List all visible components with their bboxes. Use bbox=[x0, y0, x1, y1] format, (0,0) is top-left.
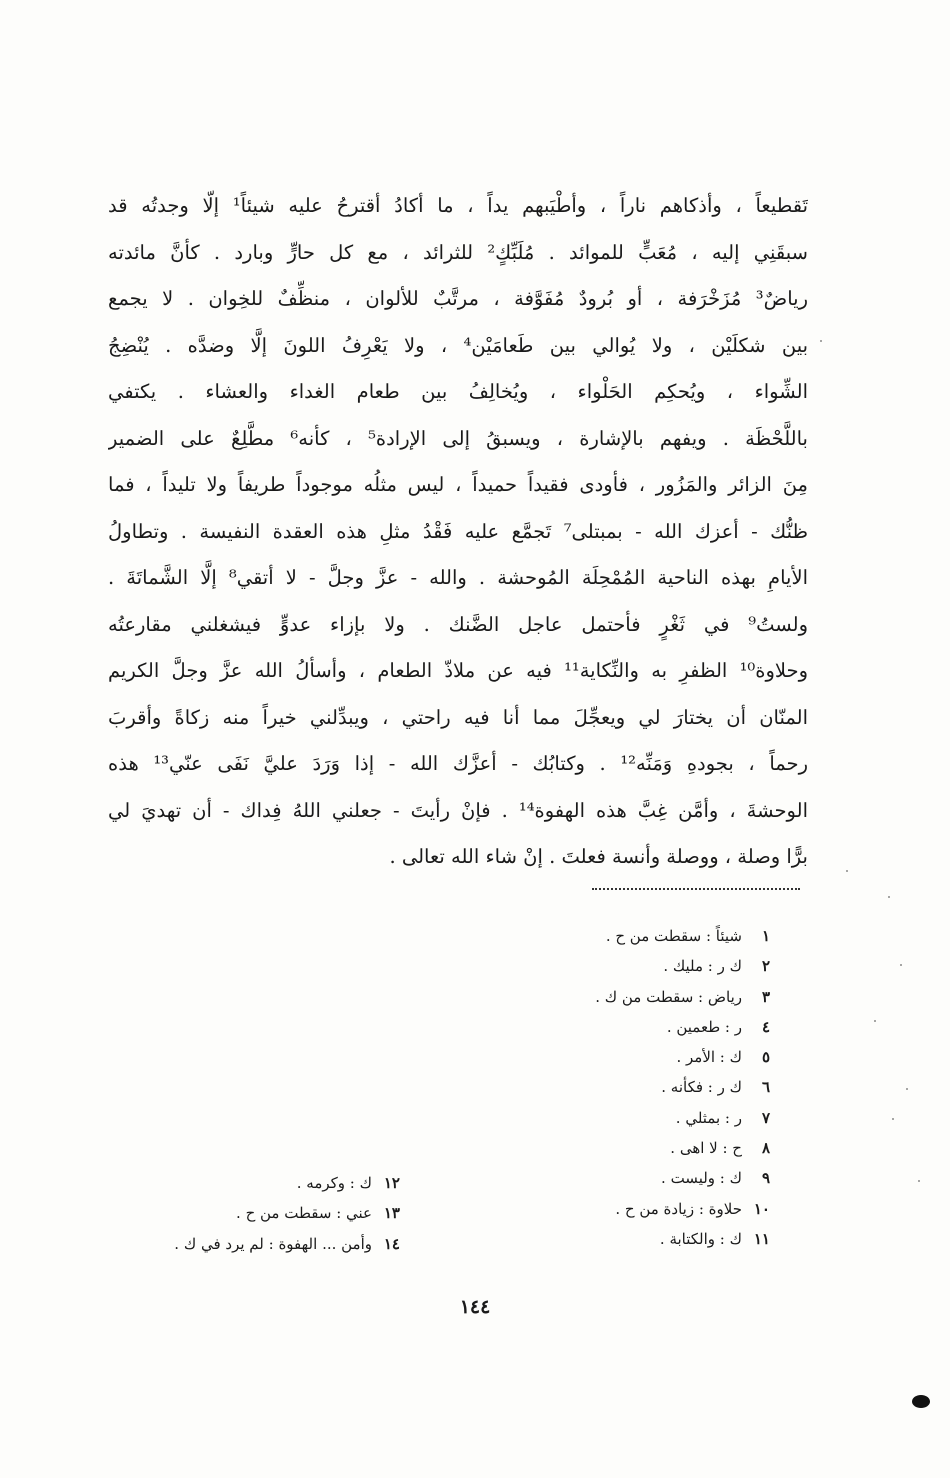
body-line: برًّا وصلة ، ووصلة وأنسة فعلتَ . إنْ شاء الله تعالى . bbox=[389, 845, 808, 868]
body-line: الشِّواء ، ويُحكِم الحَلْواء ، ويُخالِفُ بين طعام الغداء والعشاء . يكتفي bbox=[108, 380, 808, 403]
footnote-text: ر : طعمين . bbox=[666, 1017, 742, 1036]
body-line: وحلاوة¹⁰ الظفرِ به والنِّكاية¹¹ فيه عن ملاذّ الطعام ، وأسألُ الله عزَّ وجلَّ الكريم bbox=[108, 659, 808, 682]
footnote bbox=[540, 1133, 770, 1163]
footnote-separator bbox=[592, 888, 800, 890]
page-number: ١٤٤ bbox=[459, 1296, 491, 1318]
body-line: تَقطيعاً ، وأذكاهم ناراً ، وأطْيَبهم يداً ، ما أكادُ أقترحُ عليه شيئاً¹ إلّا وجدتُه قد bbox=[108, 194, 808, 217]
scan-speck bbox=[906, 1088, 908, 1090]
footnote bbox=[540, 1042, 770, 1072]
footnote bbox=[130, 1168, 400, 1198]
footnote-number: ٩ bbox=[761, 1169, 770, 1188]
footnote-number: ٦ bbox=[761, 1078, 770, 1097]
scan-speck bbox=[900, 964, 902, 966]
footnote-number: ٢ bbox=[761, 957, 770, 976]
footnote bbox=[540, 951, 770, 981]
footnote-number: ٥ bbox=[761, 1048, 770, 1067]
footnote bbox=[540, 982, 770, 1012]
body-line: رحماً ، بجودهِ وَمَنِّه¹² . وكتابُك - أعزَّك الله - إذا وَرَدَ عليَّ نَفَى عنّي¹³ هذه bbox=[108, 752, 808, 775]
footnote-text: عني : سقطت من ح . bbox=[236, 1204, 372, 1223]
footnote-text: ح : لا اهى . bbox=[670, 1139, 742, 1158]
footnote-text: ك : وليست . bbox=[661, 1169, 742, 1188]
footnote bbox=[540, 1103, 770, 1133]
body-line: بين شكلَيْن ، ولا يُوالي بين طَعامَيْن⁴ ، ولا يَعْرِفُ اللونَ إلَّا وضدَّه . يُنْضِجُ bbox=[108, 333, 808, 357]
body-line: الأيامِ بهذه الناحية المُمْحِلَة المُوحشة . والله - عزَّ وجلَّ - لا أتقي⁸ إلَّا الشَّماتَةَ . bbox=[108, 566, 808, 589]
footnote bbox=[540, 1012, 770, 1042]
ink-blot bbox=[912, 1395, 930, 1408]
scan-speck bbox=[820, 340, 822, 342]
scan-speck bbox=[892, 1118, 894, 1120]
footnote-number: ٤ bbox=[761, 1017, 770, 1036]
body-line: رياضٌ³ مُزَخْرَفة ، أو بُرودٌ مُفَوَّفة ، مرتَّبٌ للألوان ، منظِّفٌ للخِوان . لا يجمع bbox=[108, 287, 808, 310]
footnote bbox=[130, 1198, 400, 1228]
footnote bbox=[540, 921, 770, 951]
footnote-number: ١٤ bbox=[383, 1234, 400, 1253]
footnote-number: ١ bbox=[761, 927, 770, 945]
body-line: باللَّحْظَة . ويفهم بالإشارة ، ويسبقُ إلى الإرادة⁵ ، كأنه⁶ مطَّلِعٌ على الضمير bbox=[108, 426, 808, 450]
footnote-text: ر : بمثلي . bbox=[675, 1108, 742, 1127]
footnote-text: ك : الأمر . bbox=[676, 1048, 742, 1067]
footnote bbox=[540, 1194, 770, 1224]
footnote-text: ك : وكرمه . bbox=[296, 1174, 372, 1192]
scan-speck bbox=[888, 896, 890, 898]
footnote-number: ١٣ bbox=[383, 1204, 400, 1223]
footnote bbox=[540, 1224, 770, 1254]
body-line: مِنَ الزائر والمَزُور ، فأودى فقيداً حميداً ، ليس مثلُه موجوداً طريفاً ولا تليداً ، فما bbox=[108, 473, 808, 496]
footnotes-left-column bbox=[130, 1168, 400, 1259]
footnote-text: حلاوة : زيادة من ح . bbox=[615, 1199, 742, 1218]
footnote-text: شيئاً : سقطت من ح . bbox=[605, 927, 742, 945]
footnotes-right-column bbox=[540, 921, 770, 1254]
footnote bbox=[130, 1229, 400, 1259]
body-line: سبقَنِي إليه ، مُعَبٍّ للموائد . مُلَبِّكٍ² للثرائد ، مع كل حارٍّ وبارد . كأنَّ مائدته bbox=[108, 240, 808, 264]
footnote-text: وأمن ... الهفوة : لم يرد في ك . bbox=[174, 1234, 372, 1253]
body-line: ظنُّك - أعزك الله - بمبتلى⁷ تَجمَّع عليه فَقْدُ مثلِ هذه العقدة النفيسة . وتطاولُ bbox=[108, 519, 808, 543]
scan-speck bbox=[846, 870, 848, 872]
footnote-number: ٨ bbox=[761, 1139, 770, 1158]
footnote-number: ١٠ bbox=[753, 1199, 770, 1218]
footnote-number: ٣ bbox=[761, 987, 770, 1006]
footnote-number: ١١ bbox=[753, 1229, 770, 1248]
footnote-text: رياض : سقطت من ك . bbox=[595, 987, 742, 1006]
footnote-text: ك ر : فكأنه . bbox=[661, 1078, 742, 1097]
footnote bbox=[540, 1163, 770, 1193]
footnote bbox=[540, 1072, 770, 1102]
body-line: ولستُ⁹ في ثَغْرٍ فأحتمل عاجل الضَّنك . ولا بإزاء عدوٍّ فيشغلني مقارعتُه bbox=[108, 612, 808, 636]
footnote-text: ك ر : مليك . bbox=[663, 957, 742, 976]
body-text bbox=[108, 183, 808, 881]
footnote-number: ٧ bbox=[761, 1108, 770, 1127]
body-line: المنّان أن يختارَ لي ويعجِّلَ مما أنا فيه راحتي ، ويبدِّلني خيراً منه زكاةً وأقربَ bbox=[108, 705, 808, 729]
footnote-number: ١٢ bbox=[383, 1174, 400, 1192]
scan-speck bbox=[874, 1020, 876, 1022]
scan-speck bbox=[918, 1180, 920, 1182]
body-line: الوحشةَ ، وأمَّن غِبَّ هذه الهفوة¹⁴ . فإنْ رأيتَ - جعلني اللهُ فِداك - أن تهديَ لي bbox=[108, 798, 808, 822]
footnote-text: ك : والكتابة . bbox=[659, 1229, 742, 1248]
